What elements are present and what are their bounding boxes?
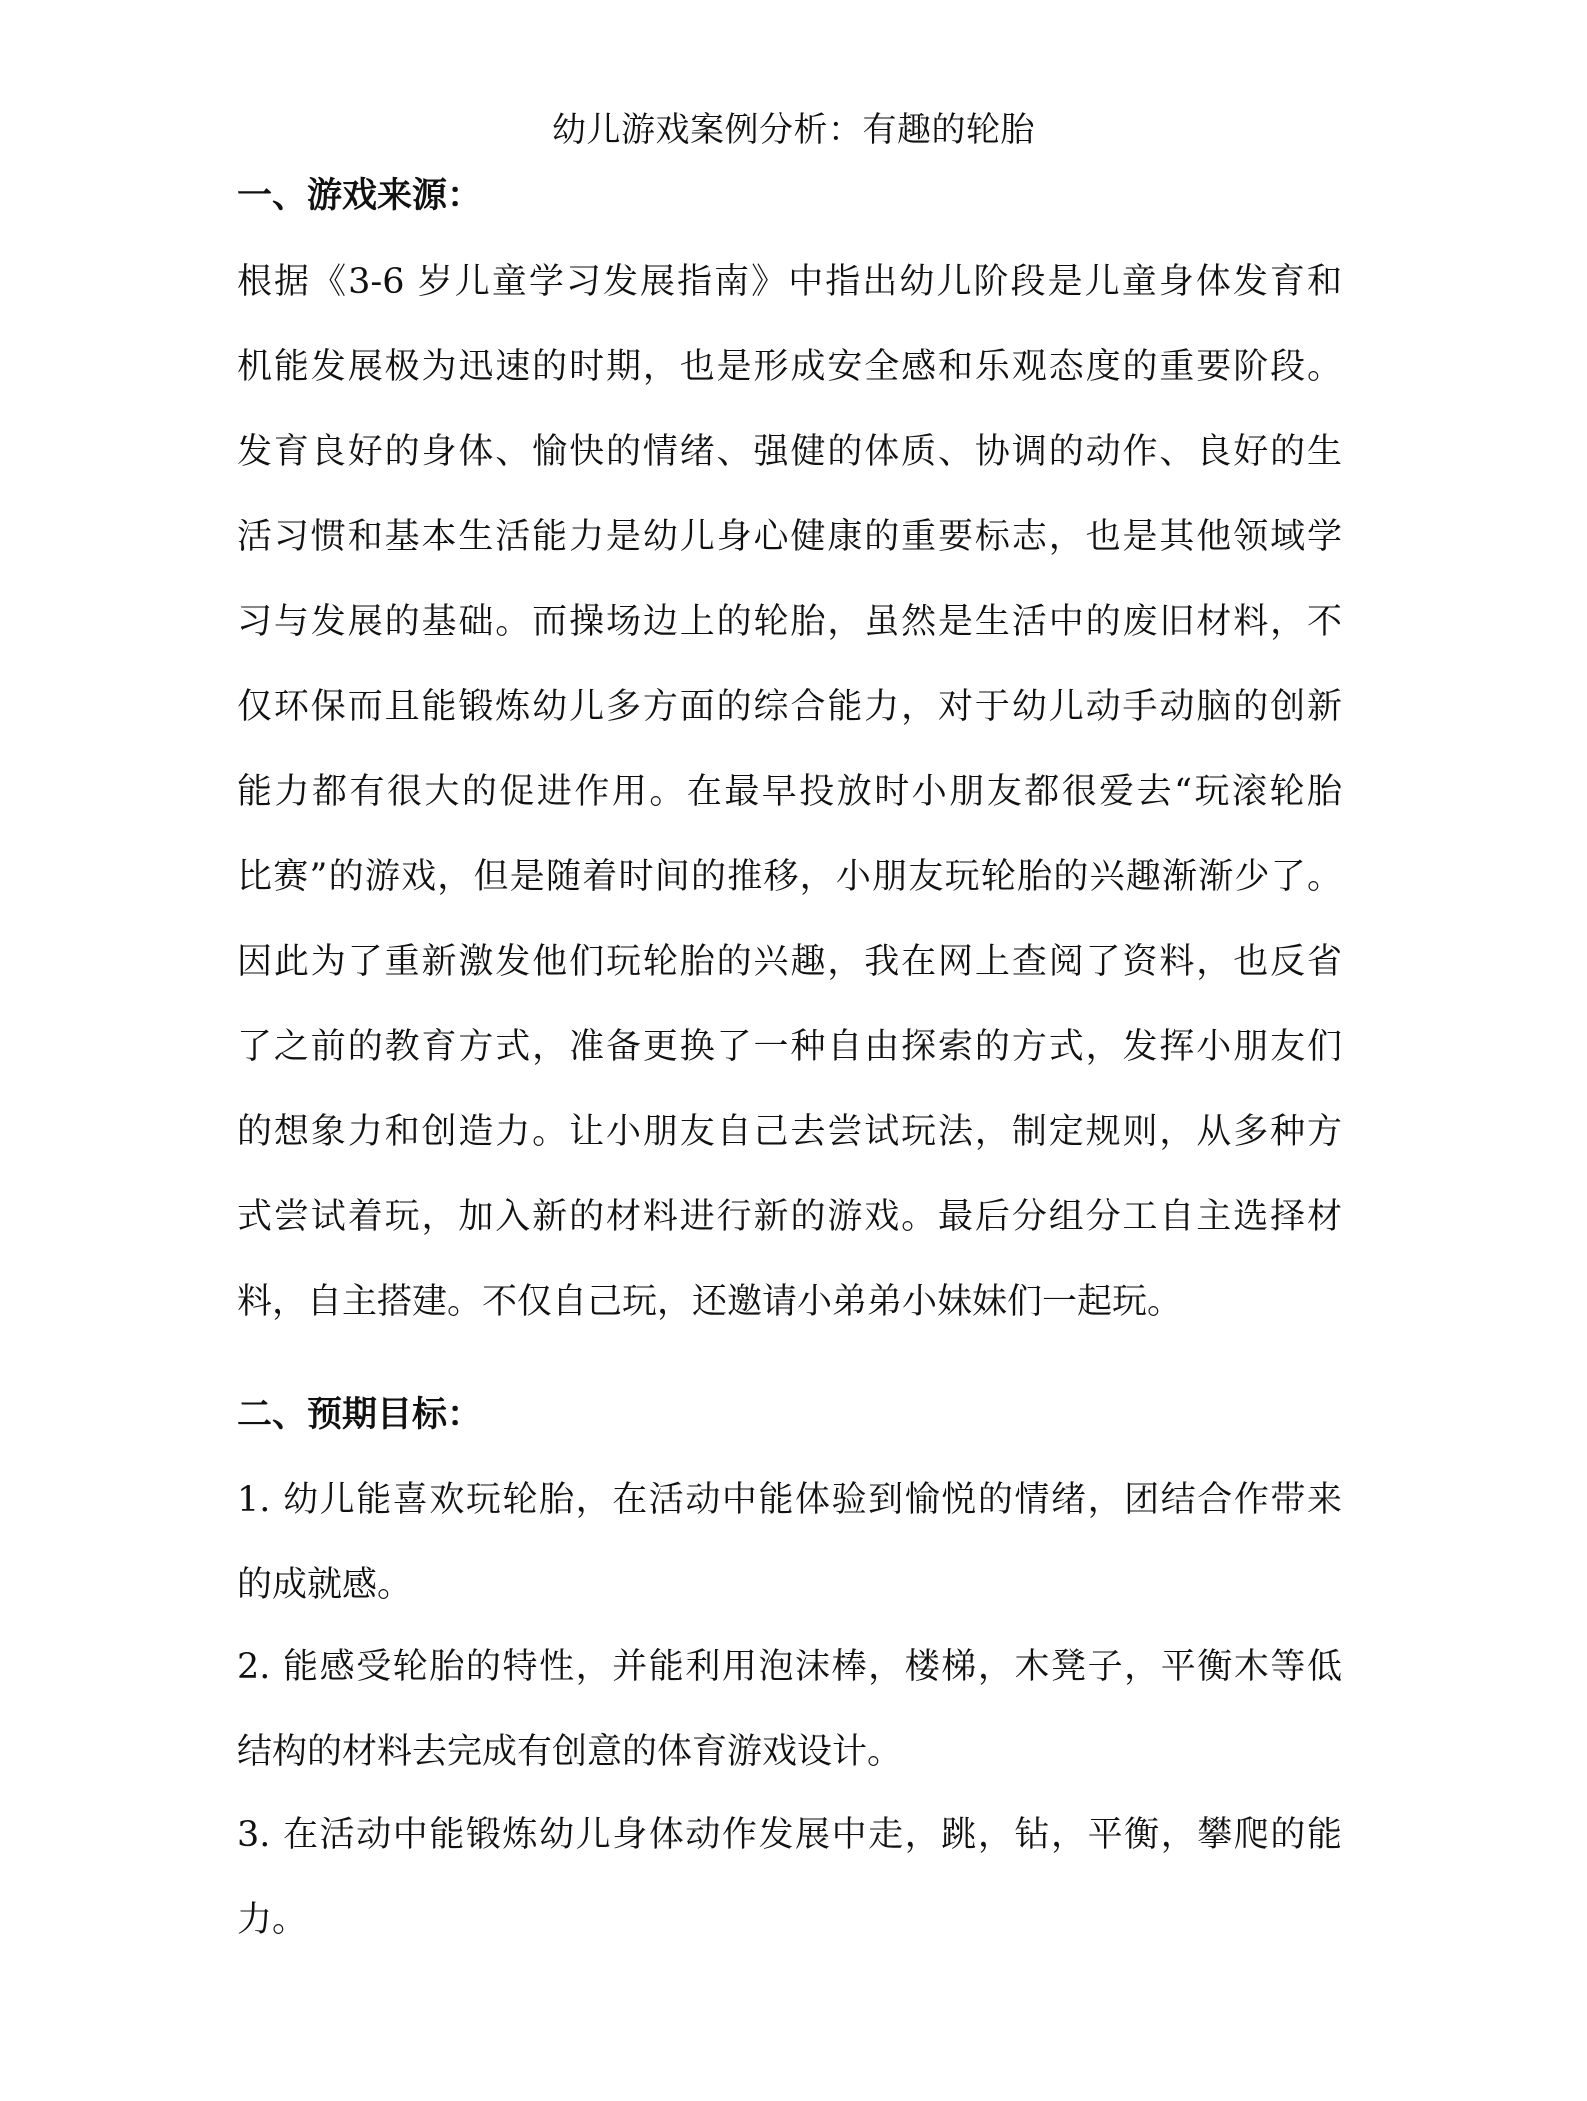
goal-item-3-line: 力。 <box>237 1900 308 1940</box>
goal-item-1-line: 1. 幼儿能喜欢玩轮胎，在活动中能体验到愉悦的情绪，团结合作带来 <box>237 1480 1342 1520</box>
paragraph-line: 式尝试着玩，加入新的材料进行新的游戏。最后分组分工自主选择材 <box>237 1197 1342 1237</box>
paragraph-line: 料，自主搭建。不仅自己玩，还邀请小弟弟小妹妹们一起玩。 <box>237 1282 1183 1322</box>
paragraph-line: 机能发展极为迅速的时期，也是形成安全感和乐观态度的重要阶段。 <box>237 347 1342 387</box>
paragraph-line: 因此为了重新激发他们玩轮胎的兴趣，我在网上查阅了资料，也反省 <box>237 942 1342 982</box>
paragraph-line: 比赛”的游戏，但是随着时间的推移，小朋友玩轮胎的兴趣渐渐少了。 <box>237 857 1342 897</box>
paragraph-line: 能力都有很大的促进作用。在最早投放时小朋友都很爱去“玩滚轮胎 <box>237 772 1342 812</box>
paragraph-line: 仅环保而且能锻炼幼儿多方面的综合能力，对于幼儿动手动脑的创新 <box>237 687 1342 727</box>
goal-item-2-line: 2. 能感受轮胎的特性，并能利用泡沫棒，楼梯，木凳子，平衡木等低 <box>237 1647 1342 1687</box>
paragraph-line: 习与发展的基础。而操场边上的轮胎，虽然是生活中的废旧材料，不 <box>237 602 1342 642</box>
document-title: 幼儿游戏案例分析：有趣的轮胎 <box>552 110 1035 150</box>
goal-item-2-line: 结构的材料去完成有创意的体育游戏设计。 <box>237 1732 903 1772</box>
goal-item-3-line: 3. 在活动中能锻炼幼儿身体动作发展中走，跳，钻，平衡，攀爬的能 <box>237 1815 1342 1855</box>
paragraph-line: 根据《3-6 岁儿童学习发展指南》中指出幼儿阶段是儿童身体发育和 <box>237 262 1342 302</box>
section-heading-game-source: 一、游戏来源： <box>237 176 483 216</box>
paragraph-line: 的想象力和创造力。让小朋友自己去尝试玩法，制定规则，从多种方 <box>237 1112 1342 1152</box>
paragraph-line: 了之前的教育方式，准备更换了一种自由探索的方式，发挥小朋友们 <box>237 1027 1342 1067</box>
paragraph-line: 活习惯和基本生活能力是幼儿身心健康的重要标志，也是其他领域学 <box>237 517 1342 557</box>
goal-item-1-line: 的成就感。 <box>237 1565 413 1605</box>
section-heading-expected-goals: 二、预期目标： <box>237 1395 483 1435</box>
paragraph-line: 发育良好的身体、愉快的情绪、强健的体质、协调的动作、良好的生 <box>237 432 1342 472</box>
